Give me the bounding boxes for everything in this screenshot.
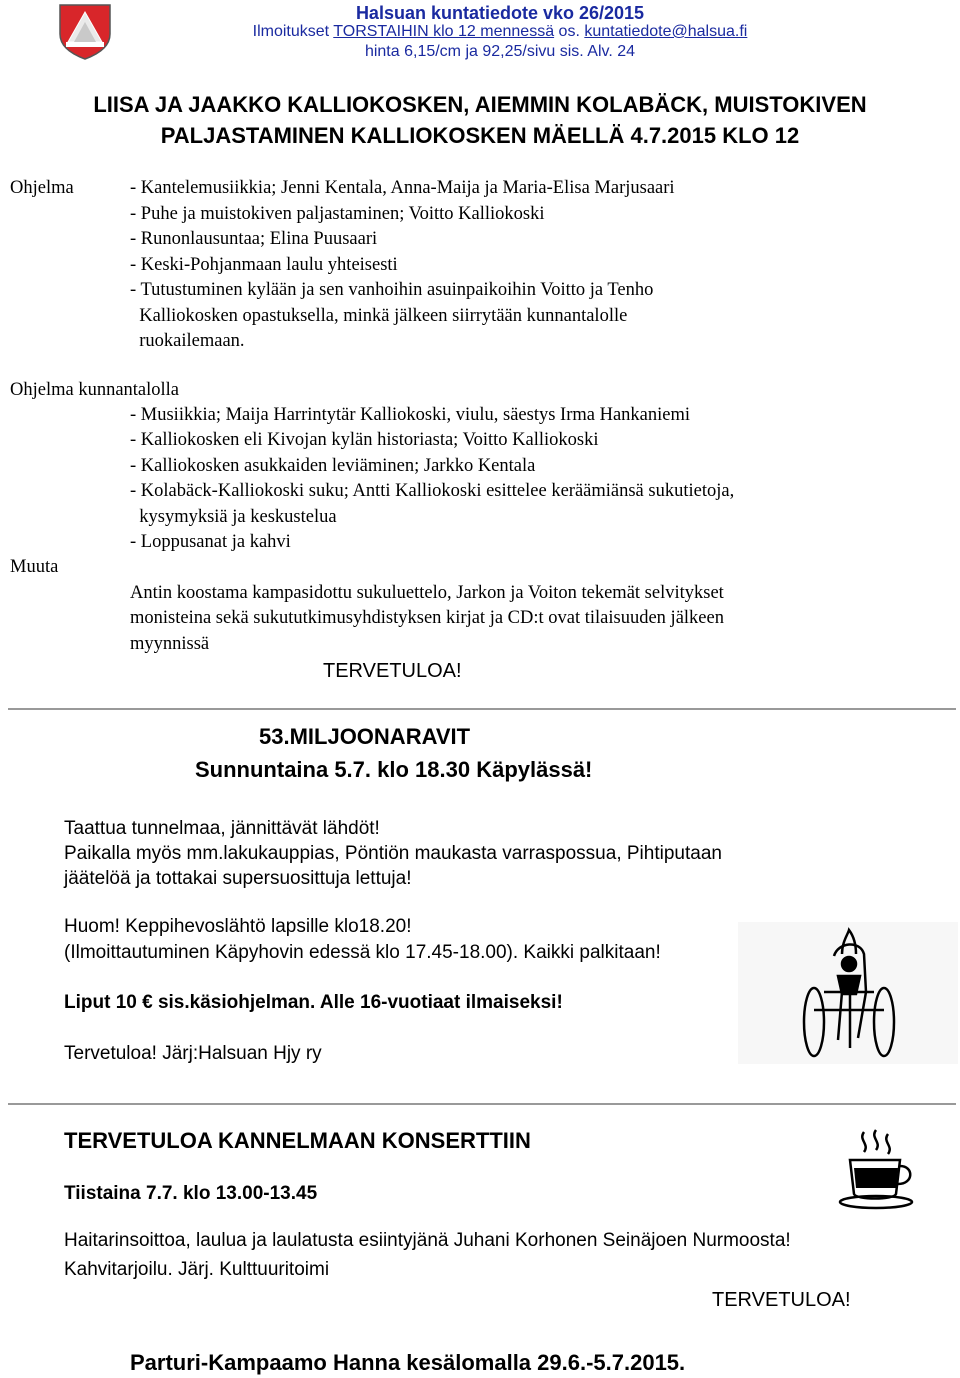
- program2-item: - Musiikkia; Maija Harrintytär Kalliokoski, viulu, säestys Irma Hankaniemi: [130, 405, 691, 425]
- raviit-line: (Ilmoittautuminen Käpyhovin edessä klo 17.45-18.00). Kaikki palkitaan!: [64, 942, 661, 963]
- trotting-horse-illustration: [738, 922, 958, 1064]
- raviit-line: Taattua tunnelmaa, jännittävät lähdöt!: [64, 818, 380, 839]
- ad-os: os.: [554, 23, 585, 40]
- parturi-notice: Parturi-Kampaamo Hanna kesälomalla 29.6.-5.7.2015.: [130, 1350, 686, 1375]
- ad-deadline-line: [0, 23, 960, 41]
- raviit-tickets: Liput 10 € sis.käsiohjelman. Alle 16-vuotiaat ilmaiseksi!: [64, 992, 563, 1013]
- program-item: - Runonlausuntaa; Elina Puusaari: [130, 229, 378, 249]
- raviit-organizer: Tervetuloa! Järj:Halsuan Hjy ry: [64, 1043, 322, 1064]
- raviit-line: jäätelöä ja tottakai supersuosittuja lettuja!: [64, 868, 412, 889]
- event-heading-line1: LIISA JA JAAKKO KALLIOKOSKEN, AIEMMIN KOLABÄCK, MUISTOKIVEN: [93, 92, 867, 117]
- section-divider: [8, 708, 956, 710]
- program-item: - Puhe ja muistokiven paljastaminen; Voitto Kalliokoski: [130, 204, 545, 224]
- ad-price-line: hinta 6,15/cm ja 92,25/sivu sis. Alv. 24: [364, 43, 636, 60]
- raviit-date: Sunnuntaina 5.7. klo 18.30 Käpylässä!: [195, 757, 593, 782]
- program2-label: Ohjelma kunnantalolla: [10, 380, 180, 400]
- other-line: Antin koostama kampasidottu sukuluettelo, Jarkon ja Voiton tekemät selvitykset: [130, 583, 724, 603]
- ad-deadline: TORSTAIHIN klo 12 mennessä: [333, 23, 555, 40]
- program-label: Ohjelma: [10, 178, 74, 198]
- newsletter-title: Halsuan kuntatiedote vko 26/2015: [355, 3, 645, 23]
- konsertti-line: Haitarinsoittoa, laulua ja laulatusta esiintyjänä Juhani Korhonen Seinäjoen Nurmoosta!: [64, 1230, 791, 1251]
- program-item: - Tutustuminen kylään ja sen vanhoihin asuinpaikoihin Voitto ja Tenho: [130, 280, 654, 300]
- other-label: Muuta: [10, 557, 59, 577]
- other-line: myynnissä: [130, 634, 210, 654]
- konsertti-title: TERVETULOA KANNELMAAN KONSERTTIIN: [64, 1128, 531, 1153]
- program2-item: - Kolabäck-Kalliokoski suku; Antti Kalliokoski esittelee keräämiänsä sukutietoja,: [130, 481, 735, 501]
- konsertti-date: Tiistaina 7.7. klo 13.00-13.45: [64, 1183, 318, 1204]
- event1-welcome: TERVETULOA!: [323, 660, 462, 682]
- other-line: monisteina sekä sukututkimusyhdistyksen kirjat ja CD:t ovat tilaisuuden jälkeen: [130, 608, 724, 628]
- program2-item: kysymyksiä ja keskustelua: [130, 507, 337, 527]
- section-divider: [8, 1103, 956, 1105]
- program2-item: - Kalliokosken eli Kivojan kylän historiasta; Voitto Kalliokoski: [130, 430, 599, 450]
- program-item: - Keski-Pohjanmaan laulu yhteisesti: [130, 255, 398, 275]
- coffee-cup-illustration: [836, 1128, 916, 1210]
- program2-item: - Kalliokosken asukkaiden leviäminen; Jarkko Kentala: [130, 456, 536, 476]
- program2-item: - Loppusanat ja kahvi: [130, 532, 291, 552]
- konsertti-welcome: TERVETULOA!: [712, 1289, 851, 1311]
- event-heading-line2: PALJASTAMINEN KALLIOKOSKEN MÄELLÄ 4.7.2015 KLO 12: [160, 123, 800, 148]
- raviit-line: Huom! Keppihevoslähtö lapsille klo18.20!: [64, 916, 412, 937]
- program-item: ruokailemaan.: [130, 331, 245, 351]
- ad-prefix: Ilmoitukset: [252, 23, 334, 40]
- raviit-title: 53.MILJOONARAVIT: [259, 724, 471, 749]
- raviit-line: Paikalla myös mm.lakukauppias, Pöntiön maukasta varraspossua, Pihtiputaan: [64, 843, 722, 864]
- konsertti-line: Kahvitarjoilu. Järj. Kulttuuritoimi: [64, 1259, 330, 1280]
- program-item: - Kantelemusiikkia; Jenni Kentala, Anna-Maija ja Maria-Elisa Marjusaari: [130, 178, 675, 198]
- contact-email-link[interactable]: kuntatiedote@halsua.fi: [584, 23, 748, 40]
- program-item: Kalliokosken opastuksella, minkä jälkeen siirrytään kunnantalolle: [130, 306, 628, 326]
